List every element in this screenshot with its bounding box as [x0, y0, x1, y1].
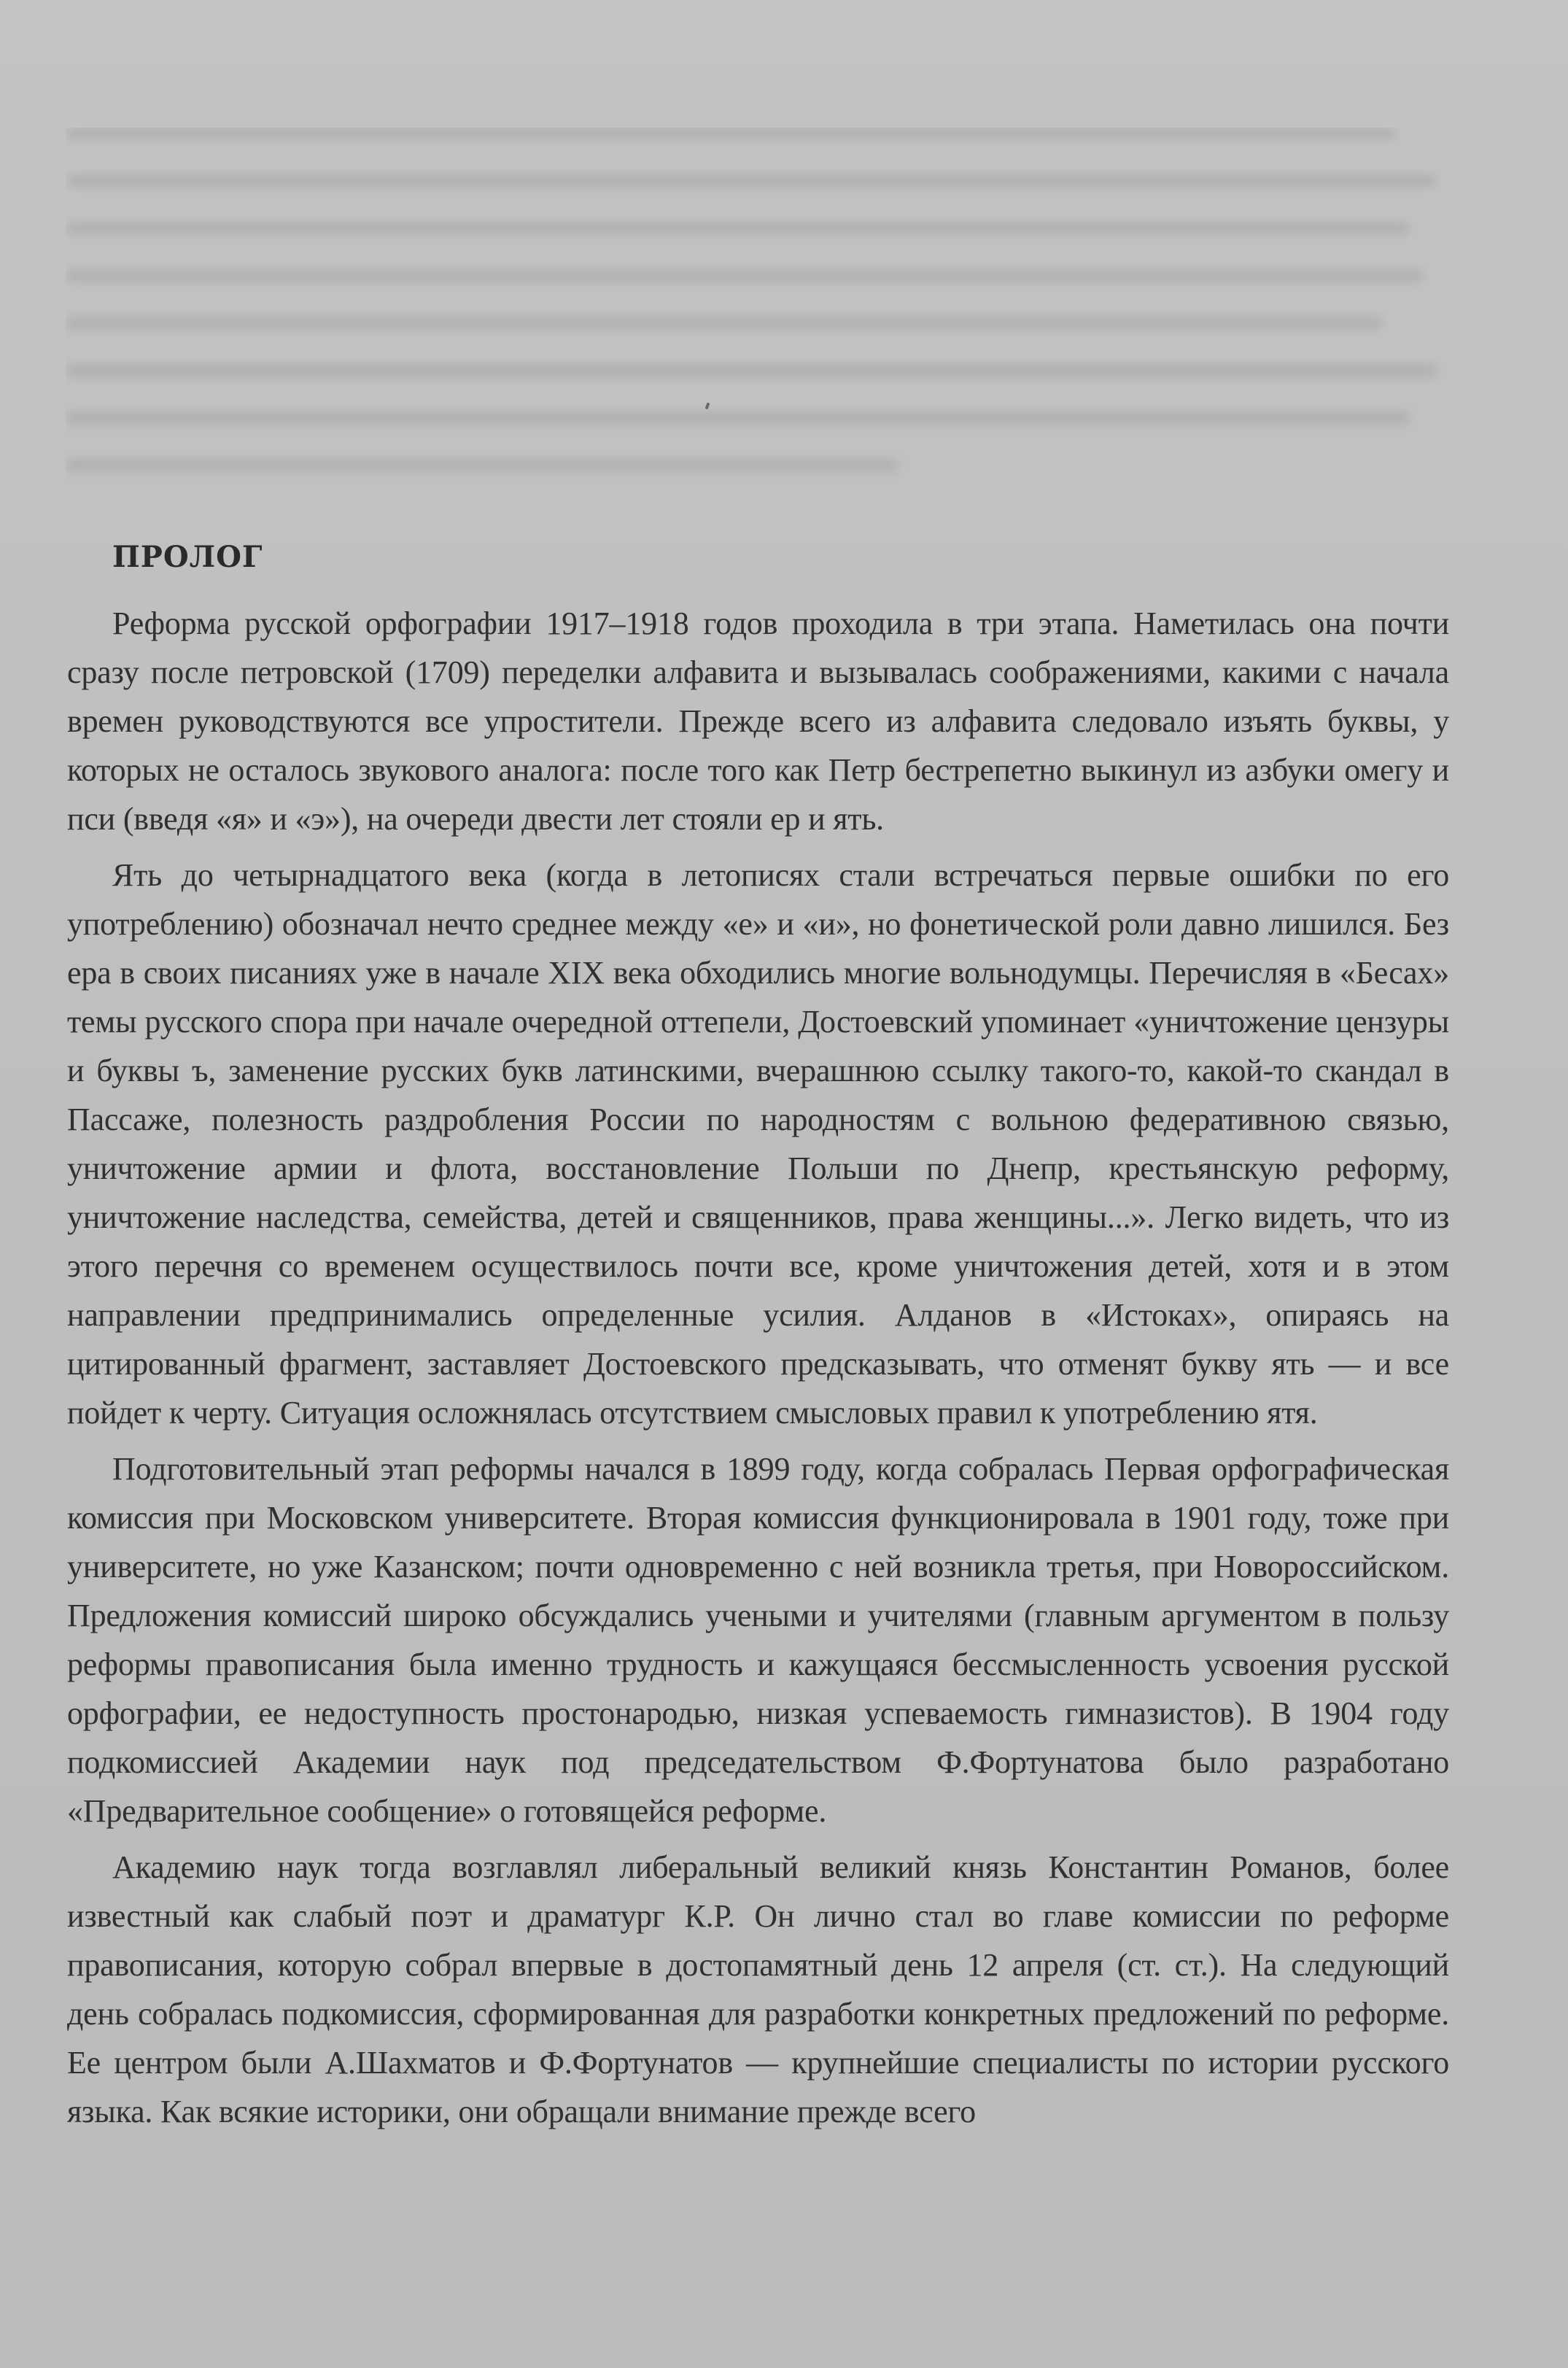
paragraph-1: Реформа русской орфографии 1917–1918 годов проходила в три этапа. Наметилась она почти сразу после петровской (1709) переделки алфавита и вызывалась соображениями, какими с начала времен руководствуются все упростители. Прежде всего из алфавита следовало изъять буквы, у которых не осталось звукового аналога: после того как Петр бестрепетно выкинул из азбуки омегу и пси (введя «я» и «э»), на очереди двести лет стояли ер и ять.	[67, 605, 1449, 837]
paragraph-2: Ять до четырнадцатого века (когда в летописях стали встречаться первые ошибки по его употреблению) обозначал нечто среднее между «е» и «и», но фонетической роли давно лишился. Без ера в своих писаниях уже в начале XIX века обходились многие вольнодумцы. Перечисляя в «Бесах» темы русского спора при начале очередной оттепели, Достоевский упоминает «уничтожение цензуры и буквы ъ, заменение русских букв латинскими, вчерашнюю ссылку такого-то, какой-то скандал в Пассаже, полезность раздробления России по народностям с вольною федеративною связью, уничтожение армии и флота, восстановление Польши по Днепр, крестьянскую реформу, уничтожение наследства, семейства, детей и священников, права женщины...». Легко видеть, что из этого перечня со временем осуществилось почти все, кроме уничтожения детей, хотя и в этом направлении предпринимались определенные усилия. Алданов в «Истоках», опираясь на цитированный фрагмент, заставляет Достоевского предсказывать, что отменят букву ять — и все пойдет к черту. Ситуация осложнялась отсутствием смысловых правил к употреблению ятя.	[67, 857, 1449, 1431]
bleed-through-text	[66, 128, 1451, 500]
paragraph-4: Академию наук тогда возглавлял либеральный великий князь Константин Романов, более известный как слабый поэт и драматург К.Р. Он лично стал во главе комиссии по реформе правописания, которую собрал впервые в достопамятный день 12 апреля (ст. ст.). На следующий день собралась подкомиссия, сформированная для разработки конкретных предложений по реформе. Ее центром были А.Шахматов и Ф.Фортунатов — крупнейшие специалисты по истории русского языка. Как всякие историки, они обращали внимание прежде всего	[67, 1849, 1449, 2129]
paragraph-3: Подготовительный этап реформы начался в 1899 году, когда собралась Первая орфографическая комиссия при Московском университете. Вторая комиссия функционировала в 1901 году, тоже при университете, но уже Казанском; почти одновременно с ней возникла третья, при Новороссийском. Предложения комиссий широко обсуждались учеными и учителями (главным аргументом в пользу реформы правописания была именно трудность и кажущаяся бессмысленность усвоения русской орфографии, ее недоступность простонародью, низкая успеваемость гимназистов). В 1904 году подкомиссией Академии наук под председательством Ф.Фортунатова было разработано «Предварительное сообщение» о готовящейся реформе.	[67, 1451, 1449, 1829]
page-content	[67, 540, 1449, 2143]
section-title: ПРОЛОГ	[112, 540, 263, 574]
